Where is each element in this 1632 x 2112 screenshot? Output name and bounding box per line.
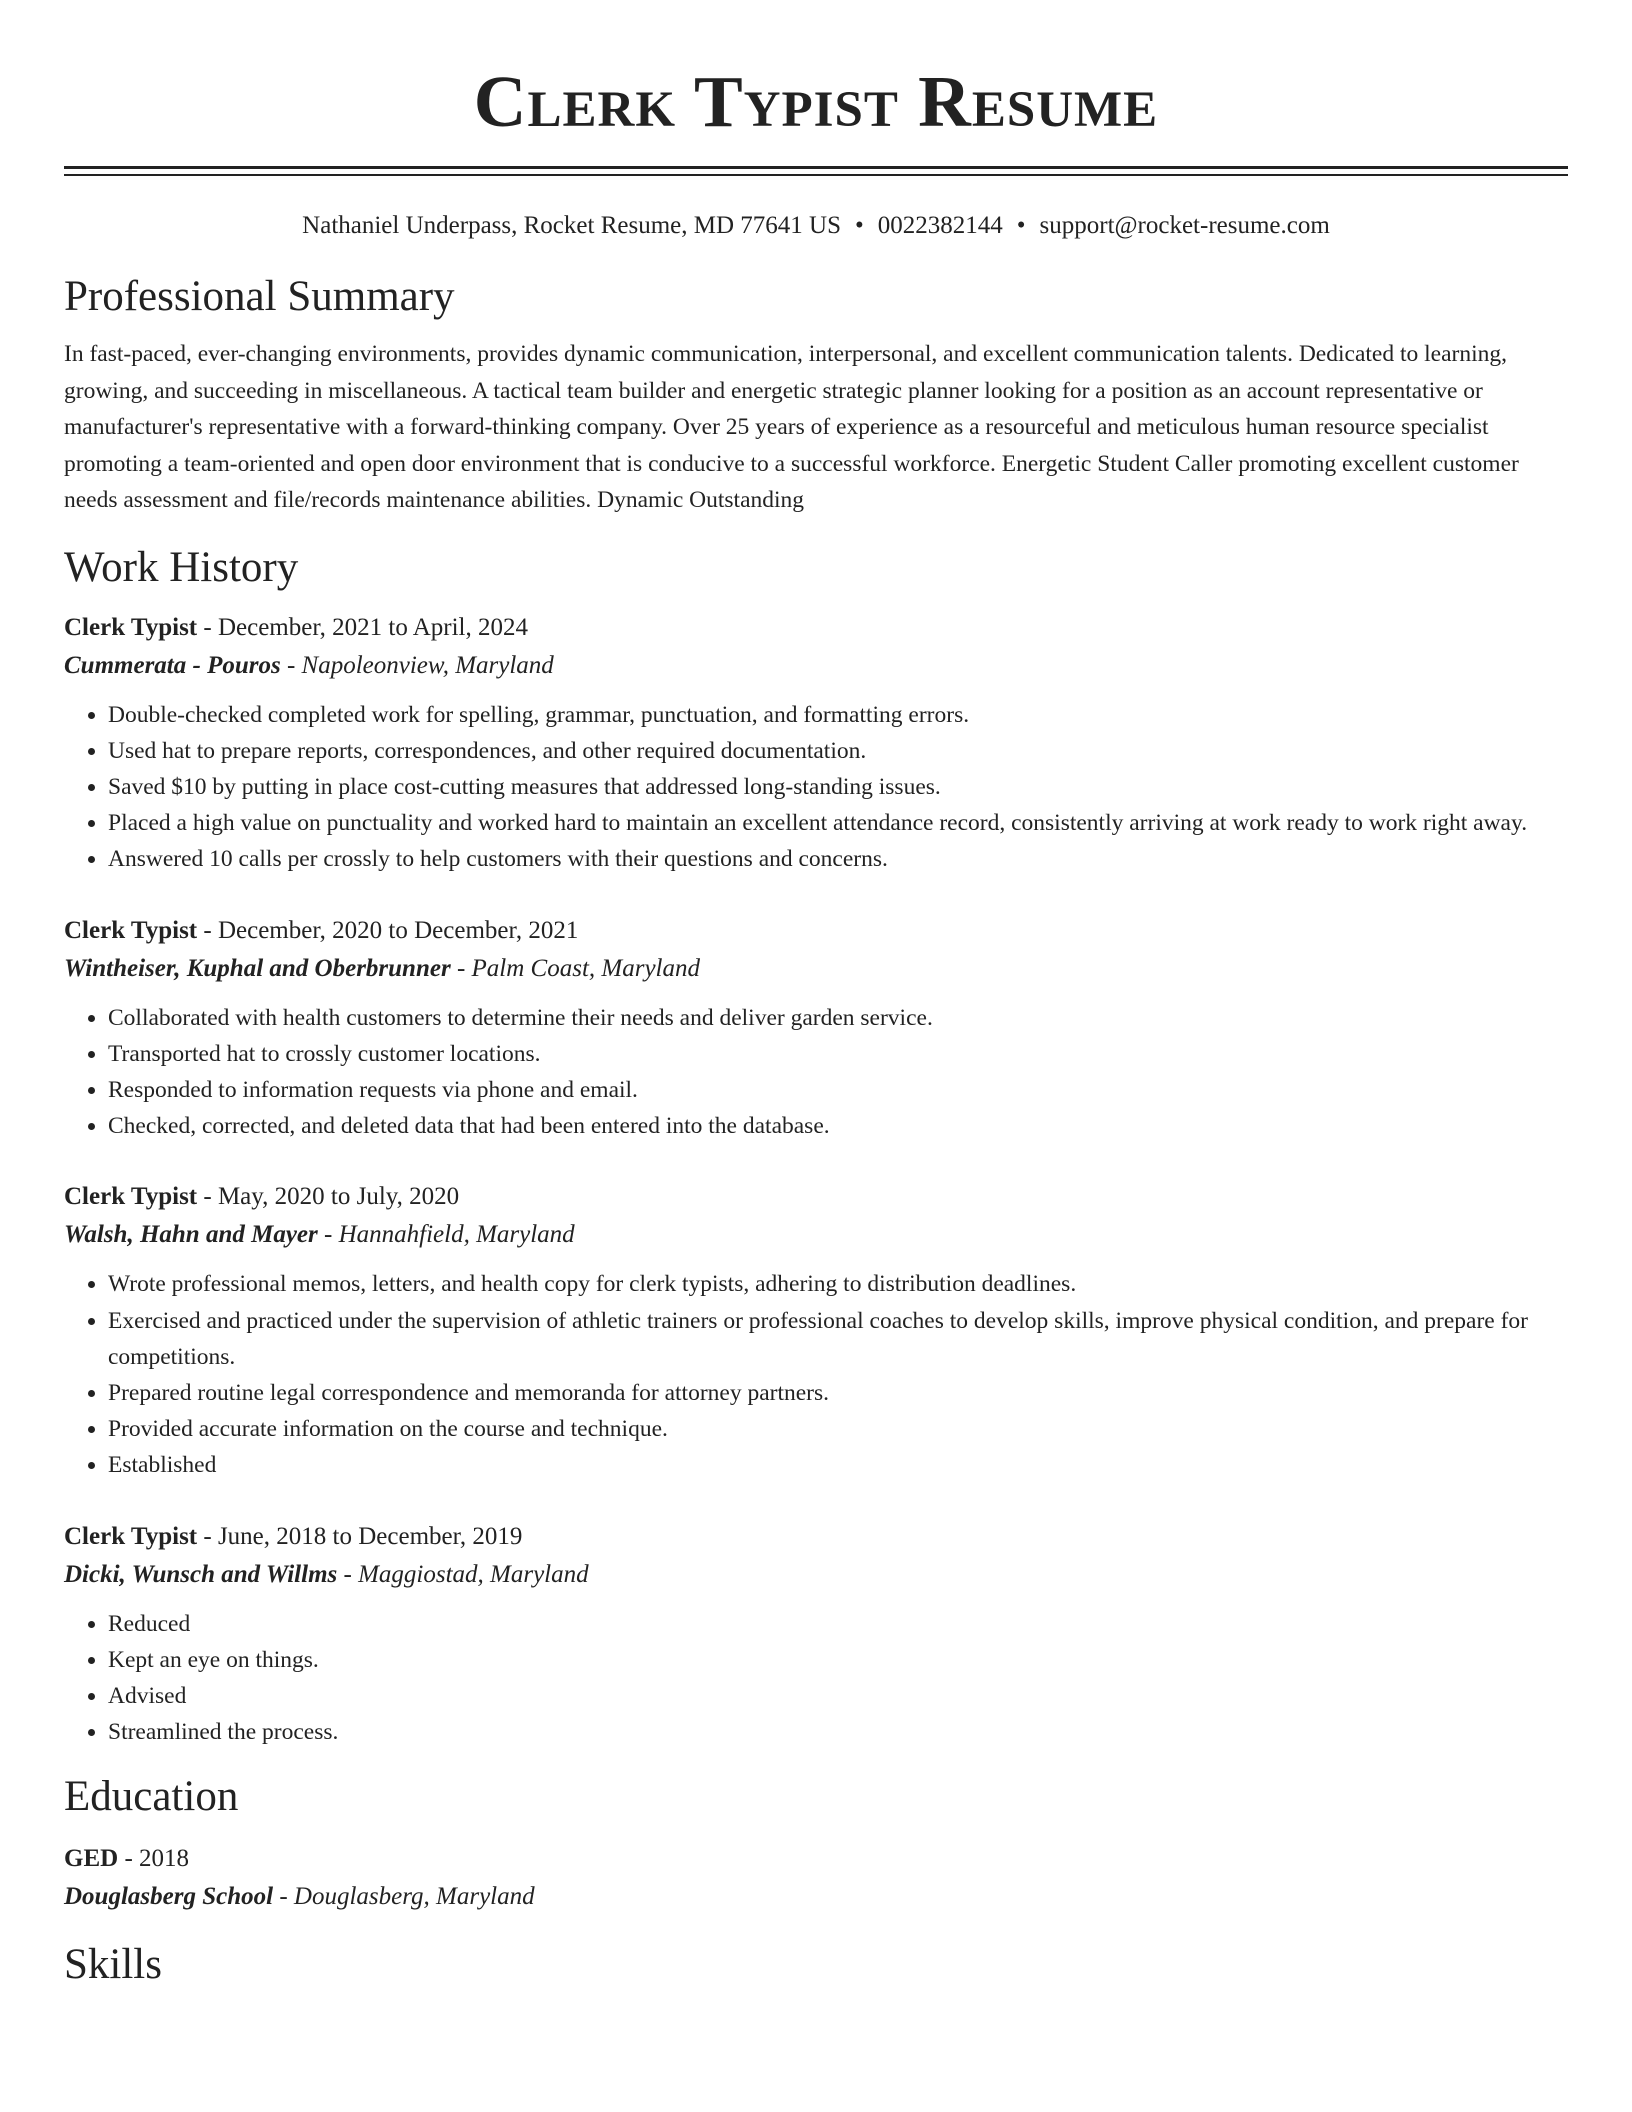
dash-separator: - (197, 1522, 218, 1550)
dash-separator: - (273, 1883, 294, 1911)
bullet-separator-icon: • (854, 212, 864, 239)
contact-phone: 0022382144 (877, 212, 1003, 239)
job-duty: • Prepared routine legal correspondence and memoranda for attorney partners. (108, 1375, 1568, 1411)
job-entry (64, 1178, 1568, 1483)
job-duties-list (64, 697, 1568, 878)
job-duty: • Saved $10 by putting in place cost-cutting measures that addressed long-standing issues. (108, 769, 1568, 805)
job-duty: • Advised (108, 1678, 1568, 1714)
job-duty: • Collaborated with health customers to determine their needs and deliver garden service. (108, 1000, 1568, 1036)
job-title: Clerk Typist (64, 916, 198, 944)
dash-separator: - (197, 1183, 218, 1211)
company-name: Dicki, Wunsch and Willms (64, 1560, 338, 1588)
dash-separator: - (280, 651, 302, 679)
job-duty: • Kept an eye on things. (108, 1642, 1568, 1678)
job-duty: • Streamlined the process. (108, 1714, 1568, 1750)
summary-text: In fast-paced, ever-changing environments, provides dynamic communication, interpersonal, and excellent communication talents. Dedicated to learning, growing, and succeeding in miscellaneous. A tactical team builder and energetic strategic planner looking for a position as an account representative or manufacturer's representative with a forward-thinking company. Over 25 years of experience as a resourceful and meticulous human resource specialist promoting a team-oriented and open door environment that is conducive to a successful workforce. Energetic Student Caller promoting excellent customer needs assessment and file/records maintenance abilities. Dynamic Outstanding (64, 341, 1519, 513)
school-name: Douglasberg School (64, 1883, 274, 1911)
dash-separator: - (118, 1845, 140, 1873)
job-duties-list (64, 1266, 1568, 1483)
resume-title: Clerk Typist Resume (473, 61, 1159, 142)
job-dates: June, 2018 to December, 2019 (217, 1522, 523, 1550)
job-duty: • Responded to information requests via phone and email. (108, 1072, 1568, 1108)
company-line (64, 950, 1568, 988)
education-heading: Education (64, 1773, 239, 1821)
education-entry (64, 1840, 1568, 1916)
job-title: Clerk Typist (64, 1183, 198, 1211)
job-duty: • Placed a high value on punctuality and worked hard to maintain an excellent attendance record, consistently arriving at work ready to work right away. (108, 805, 1568, 841)
contact-email: support@rocket-resume.com (1039, 212, 1330, 239)
skills-heading: Skills (64, 1941, 162, 1989)
contact-address: Nathaniel Underpass, Rocket Resume, MD 77641 US (302, 212, 841, 239)
job-duty: • Transported hat to crossly customer locations. (108, 1036, 1568, 1072)
company-line (64, 1556, 1568, 1594)
job-duties-list (64, 1606, 1568, 1751)
job-duty: • Checked, corrected, and deleted data that had been entered into the database. (108, 1108, 1568, 1144)
dash-separator: - (337, 1560, 359, 1588)
job-title: Clerk Typist (64, 613, 198, 641)
job-entry (64, 912, 1568, 1145)
dash-separator: - (450, 954, 472, 982)
job-title-line (64, 912, 1568, 950)
job-duty: • Exercised and practiced under the supervision of athletic trainers or professional coaches to develop skills, improve physical condition, and prepare for competitions. (108, 1303, 1568, 1375)
company-line (64, 1216, 1568, 1254)
job-duty: • Used hat to prepare reports, correspondences, and other required documentation. (108, 733, 1568, 769)
job-duty: • Reduced (108, 1606, 1568, 1642)
job-duty: • Established (108, 1447, 1568, 1483)
degree-name: GED (64, 1845, 119, 1873)
school-line (64, 1878, 1568, 1916)
dash-separator: - (197, 916, 218, 944)
job-duties-list (64, 1000, 1568, 1145)
contact-line (64, 208, 1568, 244)
job-duty: • Provided accurate information on the course and technique. (108, 1411, 1568, 1447)
job-title-line (64, 1518, 1568, 1556)
job-duty: • Wrote professional memos, letters, and health copy for clerk typists, adhering to distribution deadlines. (108, 1266, 1568, 1302)
dash-separator: - (197, 613, 218, 641)
company-name: Wintheiser, Kuphal and Oberbrunner (64, 954, 451, 982)
title-divider-thin (64, 174, 1568, 176)
job-entry (64, 609, 1568, 878)
job-dates: December, 2020 to December, 2021 (217, 916, 579, 944)
dash-separator: - (317, 1221, 339, 1249)
summary-heading: Professional Summary (64, 273, 455, 320)
company-location: Napoleonview, Maryland (301, 651, 554, 679)
company-name: Cummerata - Pouros (64, 651, 281, 679)
job-duty: • Answered 10 calls per crossly to help customers with their questions and concerns. (108, 841, 1568, 877)
bullet-separator-icon: • (1016, 212, 1026, 239)
job-title: Clerk Typist (64, 1522, 198, 1550)
title-divider-thick (64, 166, 1568, 169)
degree-line (64, 1840, 1568, 1878)
job-title-line (64, 1178, 1568, 1216)
company-location: Hannahfield, Maryland (338, 1221, 575, 1249)
company-name: Walsh, Hahn and Mayer (64, 1221, 318, 1249)
job-duty: • Double-checked completed work for spelling, grammar, punctuation, and formatting errors. (108, 697, 1568, 733)
company-location: Palm Coast, Maryland (471, 954, 700, 982)
job-title-line (64, 609, 1568, 647)
job-entry (64, 1518, 1568, 1751)
school-location: Douglasberg, Maryland (293, 1883, 535, 1911)
job-dates: December, 2021 to April, 2024 (217, 613, 528, 641)
work-history-heading: Work History (64, 543, 299, 591)
company-line (64, 647, 1568, 685)
degree-year: 2018 (139, 1845, 190, 1873)
company-location: Maggiostad, Maryland (358, 1560, 589, 1588)
job-dates: May, 2020 to July, 2020 (217, 1183, 460, 1211)
